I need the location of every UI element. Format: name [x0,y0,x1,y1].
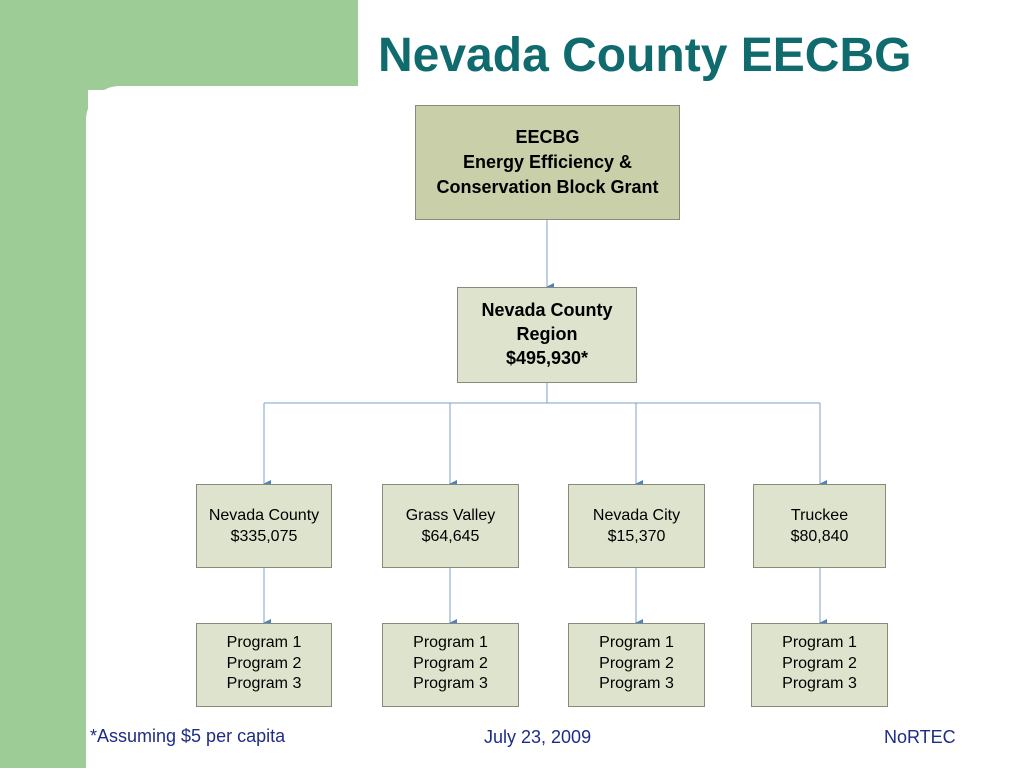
footer-note: *Assuming $5 per capita [90,726,286,746]
recipient-name: Nevada City [592,507,681,524]
recipient-amount: $335,075 [230,528,298,545]
recipient-name: Grass Valley [405,507,496,524]
program-item: Program 3 [226,675,302,692]
program-item: Program 3 [599,675,674,692]
programs-box-grass-valley [382,623,519,707]
programs-box-truckee [751,623,888,707]
program-item: Program 2 [413,654,488,672]
recipient-amount: $64,645 [421,528,480,545]
recipient-name: Nevada County [208,507,320,524]
recipient-box-nevada-city [568,484,705,568]
recipient-name: Truckee [790,507,849,524]
root-line-3: Conservation Block Grant [436,177,659,197]
recipient-box-truckee [753,484,886,568]
program-item: Program 1 [599,634,674,651]
slide-title: Nevada County EECBG [378,29,912,82]
recipient-amount: $15,370 [607,528,666,545]
region-amount: $495,930* [505,348,589,368]
footer-date: July 23, 2009 [484,727,592,747]
region-line-1: Nevada County [481,300,613,320]
programs-box-nevada-city [568,623,705,707]
program-item: Program 2 [226,654,302,672]
program-item: Program 1 [413,634,488,651]
program-item: Program 2 [782,654,857,672]
recipient-box-grass-valley [382,484,519,568]
program-item: Program 2 [599,654,674,672]
region-box [457,287,637,383]
recipient-amount: $80,840 [790,528,849,545]
programs-box-nevada-county [196,623,332,707]
footer-organization: NoRTEC [884,727,956,747]
program-item: Program 3 [413,675,488,692]
program-item: Program 3 [782,675,857,692]
eecbg-root-box [415,105,680,220]
program-item: Program 1 [226,634,302,651]
region-line-2: Region [516,324,578,344]
program-item: Program 1 [782,634,857,651]
root-line-1: EECBG [515,127,580,147]
recipient-box-nevada-county [196,484,332,568]
root-line-2: Energy Efficiency & [462,152,633,172]
